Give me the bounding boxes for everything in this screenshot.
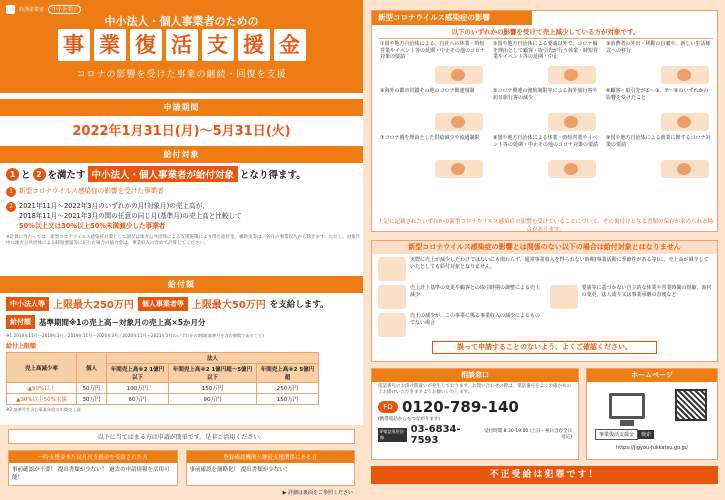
ip-phone-label: IP電話専用回線 xyxy=(378,428,407,442)
registered-institution-body: 事前確認を簡略化！ 提出書類が少ない！ xyxy=(189,467,291,473)
title-char: 復 xyxy=(130,29,162,61)
impact-item-text: ①国や地方自治体による、自社への休業・時短営業やイベント等の延期・中止その他のコロナ対策の要請 xyxy=(380,41,486,60)
search-button[interactable]: 検索 xyxy=(638,430,654,439)
cell-corp-1: 60万円 xyxy=(107,394,169,405)
eligibility-note: ※計算に当たっては、新型コロナウイルス感染症対策として国又は地方公共団体による支援施策により得た給付金、補助金等は、各月の事業収入から除きます。ただし、対象月中に地方公共団体による時短要請等に応じた場合の協力金は、事業収入に含めて計算してください。 xyxy=(6,235,361,246)
illustration-icon xyxy=(435,160,483,178)
homepage-heading: ホームページ xyxy=(587,369,717,382)
fraud-warning: 不正受給は犯罪です！ xyxy=(371,466,718,484)
not-eligible-item xyxy=(378,285,542,309)
illustration-icon xyxy=(548,160,596,178)
col-individual: 個人 xyxy=(77,353,107,383)
impact-item xyxy=(380,41,487,86)
application-period: 2022年1月31日(月)～5月31日(火) xyxy=(72,124,291,139)
eligibility-and: と xyxy=(21,170,31,181)
eligibility-heading: 給付対象 xyxy=(0,146,363,163)
impact-panel xyxy=(371,10,718,232)
illustration-icon xyxy=(661,113,709,131)
impact-item xyxy=(606,135,713,180)
cell-individual: 50万円 xyxy=(77,383,107,394)
impact-item xyxy=(380,135,487,180)
impact-item-text: ⑨国や地方自治体による就業に関するコロナ対策の要請 xyxy=(606,135,711,148)
title-char: 援 xyxy=(238,29,270,61)
prior-recipient-box xyxy=(8,450,178,486)
eligibility-satisfy: を満たす xyxy=(47,170,86,181)
illustration-icon xyxy=(661,66,709,84)
table-row xyxy=(7,394,319,405)
eligibility-item-1 xyxy=(6,186,361,197)
cap-table-title: 給付上限額 xyxy=(6,343,37,350)
table-row xyxy=(7,383,319,394)
easy-application-heading: 以下に当てはまる方は申請が簡単です。是非ご活用ください。 xyxy=(8,429,355,444)
cell-corp-3: 150万円 xyxy=(257,394,319,405)
contact-description: 電話番号のお掛け間違いが発生しております。お問い合わせの際は、電話番号をよくお確かめの上お掛けいただきますようお願いいたします。 xyxy=(378,384,572,395)
free-dial-row xyxy=(372,398,578,416)
office-hours: 受付時間 8:30-19:00 (土日・祝日含む全日対応) xyxy=(484,429,572,440)
confirm-warning: 誤って申請することのないよう、よくご確認ください。 xyxy=(432,341,657,354)
amount-note-2: ※2 基準月を含む事業年度の年間売上高 xyxy=(6,407,81,412)
impact-item xyxy=(380,88,487,133)
impact-item-text: ⑥顧客・取引先が①～③、⑦～⑨のいずれかの影響を受けたこと xyxy=(606,88,709,101)
impact-item-text: ②国や地方自治体による要請以外で、コロナ禍を理由として顧客・取引先が行う休業・時短営業やイベント等の延期・中止 xyxy=(493,41,599,60)
cell-corp-1: 100万円 xyxy=(107,383,169,394)
sme-cap: 上限最大250万円 xyxy=(53,300,134,311)
cell-corp-3: 250万円 xyxy=(257,383,319,394)
cell-rate: ▲30%以上50%未満 xyxy=(7,394,77,405)
eligibility-item-2b: 2018年11月～2021年3月の間の任意の同じ月(基準月)の売上高と比較して xyxy=(19,212,242,220)
not-eligible-panel xyxy=(371,240,718,362)
ip-phone-number[interactable]: 03-6834-7593 xyxy=(410,424,461,446)
hero-subtitle: 中小法人・個人事業者のための xyxy=(104,15,259,28)
not-eligible-item xyxy=(550,285,714,309)
not-eligible-text: 売上の減少が、この事業に係る事業収入の減少によるものでない場合 xyxy=(410,313,541,326)
amount-note-1: ※1 2018年11月～2019年3月／2019年11月～2020年3月／2020年11月～2021年3月のいずれかの期間(基準月を含む期間であること) xyxy=(6,333,264,338)
illustration-icon xyxy=(435,113,483,131)
hero-banner xyxy=(0,0,363,93)
impact-item xyxy=(606,88,713,133)
eligibility-section xyxy=(6,166,361,247)
impact-item-text: ④海外の都市封鎖その他のコロナ関連規制 xyxy=(380,88,475,94)
amount-heading: 給付額 xyxy=(0,276,363,293)
free-dial-number[interactable]: 0120-789-140 xyxy=(402,398,519,416)
illustration-icon xyxy=(548,113,596,131)
cell-corp-2: 90万円 xyxy=(169,394,257,405)
number-2-icon: 2 xyxy=(33,168,46,181)
registered-institution-box xyxy=(186,450,356,486)
eligibility-highlight: 中小法人・個人事業者が給付対象 xyxy=(88,166,239,182)
period-heading: 申請期間 xyxy=(0,99,363,116)
impact-grid xyxy=(380,41,713,180)
not-eligible-item xyxy=(378,313,542,337)
impact-item-text: ⑧国や地方自治体による休業・時短営業やイベント等の延期・中止その他のコロナ対策の要請 xyxy=(493,135,599,148)
col-corp-3: 年間売上高※2 5億円超 xyxy=(257,364,319,383)
registered-institution-title: 登録確認機関と継続支援関係にある方 xyxy=(187,451,355,463)
impact-item xyxy=(493,41,600,86)
title-char: 事 xyxy=(58,29,90,61)
eligibility-summary xyxy=(6,166,361,182)
computer-icon xyxy=(609,393,645,419)
col-corp-1: 年間売上高※2 1億円以下 xyxy=(107,364,169,383)
formula-tag: 給付額 xyxy=(6,315,35,329)
not-eligible-text: 要請等に基づかない自主的な休業や営業時間の短縮、商材の変更、法人成り又は事業承継の直後など xyxy=(581,285,712,298)
calendar-graph-icon xyxy=(378,257,406,281)
prior-recipient-body: 事前確認が不要！ 提出書類が少ない！ 過去の申請情報を活用可能！ xyxy=(12,467,170,481)
amount-caps xyxy=(6,296,361,311)
title-char: 支 xyxy=(202,29,234,61)
impact-item xyxy=(493,88,600,133)
chart-icon xyxy=(378,285,406,309)
col-corporate: 法人 xyxy=(107,353,319,364)
calendar-icon xyxy=(550,285,578,309)
impact-item-text: ③消費者の外出・移動の自粛や、新しい生活様式への移行 xyxy=(606,41,711,54)
cell-corp-2: 150万円 xyxy=(169,383,257,394)
col-corp-2: 年間売上高※2 1億円超～5億円以下 xyxy=(169,364,257,383)
col-rate: 売上高減少率 xyxy=(7,353,77,383)
search-text: 事業復活支援金 xyxy=(595,429,638,440)
amount-section xyxy=(6,296,361,415)
homepage-url[interactable]: https://jigyou-fukkatsu.go.jp/ xyxy=(616,445,688,451)
hero-tagline: コロナの影響を受けた事業の継続・回復を支援 xyxy=(76,70,287,80)
impact-item xyxy=(493,135,600,180)
number-1-icon: 1 xyxy=(6,187,16,197)
eligibility-post: となり得ます。 xyxy=(240,170,306,181)
sme-tag: 中小法人等 xyxy=(6,297,49,311)
easy-application-section xyxy=(0,425,363,500)
not-eligible-text: 実際に売上が減少したわけではないにも関わらず、通常事業収入を得られない時期(事業活動に季節性がある等)に、売上高が減少していたとしても給付対象となりません。 xyxy=(410,257,709,270)
impact-item-text: ⑦コロナ禍を理由とした供給減少や流通制限 xyxy=(380,135,480,141)
title-char: 業 xyxy=(94,29,126,61)
illustration-icon xyxy=(548,66,596,84)
individual-tag: 個人事業者等 xyxy=(138,297,188,311)
hero-title xyxy=(0,29,363,61)
right-column xyxy=(363,0,725,500)
amount-suffix: を支給します。 xyxy=(269,299,329,310)
eligibility-item-1-text: 新型コロナウイルス感染症の影響を受けた事業者 xyxy=(19,187,164,195)
impact-footer: 上記に記載されたいずれかの新型コロナウイルス感染症の影響を受けていることについて、その裏付けとなる書類の保存が求められる場合があります。 xyxy=(378,219,713,233)
illustration-icon xyxy=(435,66,483,84)
impact-intro: 以下のいずれかの影響を受けて売上減少している方が対象です。 xyxy=(378,27,713,39)
cell-rate: ▲50%以上 xyxy=(7,383,77,394)
individual-cap: 上限最大50万円 xyxy=(191,300,266,311)
homepage-panel xyxy=(586,368,718,460)
eligibility-item-2 xyxy=(6,201,361,231)
title-char: 活 xyxy=(166,29,198,61)
sme-agency-logo: 中小企業庁 xyxy=(48,5,81,14)
eligibility-item-2c: 50%以上又は30%以上50%未満減少した事業者 xyxy=(19,222,166,230)
see-reverse-note: ▶ 詳細は裏面をご参照ください xyxy=(282,490,353,496)
illustration-icon xyxy=(661,160,709,178)
cap-table xyxy=(6,352,319,405)
title-char: 金 xyxy=(274,29,306,61)
contact-panel xyxy=(371,368,579,460)
not-eligible-items xyxy=(378,257,713,337)
eligibility-item-2a: 2021年11月～2022年3月のいずれかの月(対象月)の売上高が、 xyxy=(19,202,209,210)
not-eligible-heading: 新型コロナウイルス感染症の影響とは関係のない以下の場合は給付対象とはなりません xyxy=(372,241,717,254)
impact-heading: 新型コロナウイルス感染症の影響 xyxy=(372,11,532,25)
easy-application-boxes xyxy=(8,450,355,486)
coins-icon xyxy=(378,313,406,337)
amount-formula-row xyxy=(6,315,361,329)
meti-logo-text: 経済産業省 xyxy=(19,7,45,13)
impact-item xyxy=(606,41,713,86)
search-box xyxy=(595,429,654,440)
eligibility-item-2-text xyxy=(19,201,242,231)
cell-individual: 30万円 xyxy=(77,394,107,405)
formula-text: 基準期間※1の売上高－対象月の売上高×5か月分 xyxy=(39,317,206,327)
number-2-icon: 2 xyxy=(6,202,16,212)
not-eligible-item xyxy=(378,257,713,281)
qr-code-icon[interactable] xyxy=(675,389,707,421)
contact-heading: 相談窓口 xyxy=(372,369,578,382)
number-1-icon: 1 xyxy=(6,168,19,181)
free-dial-icon: FD xyxy=(378,401,398,413)
prior-recipient-title: 一時支援金または月次支援金を受給された方 xyxy=(9,451,177,463)
ip-phone-row xyxy=(372,424,578,446)
mobile-note: (携帯電話からもつながります) xyxy=(378,417,441,422)
not-eligible-text: 売上計上基準の変更や顧客との取引時期の調整による売上減少 xyxy=(410,285,541,298)
impact-item-text: ⑤コロナ関連の渡航制限等による海外旅行客や訪日旅行客の減少 xyxy=(493,88,598,101)
